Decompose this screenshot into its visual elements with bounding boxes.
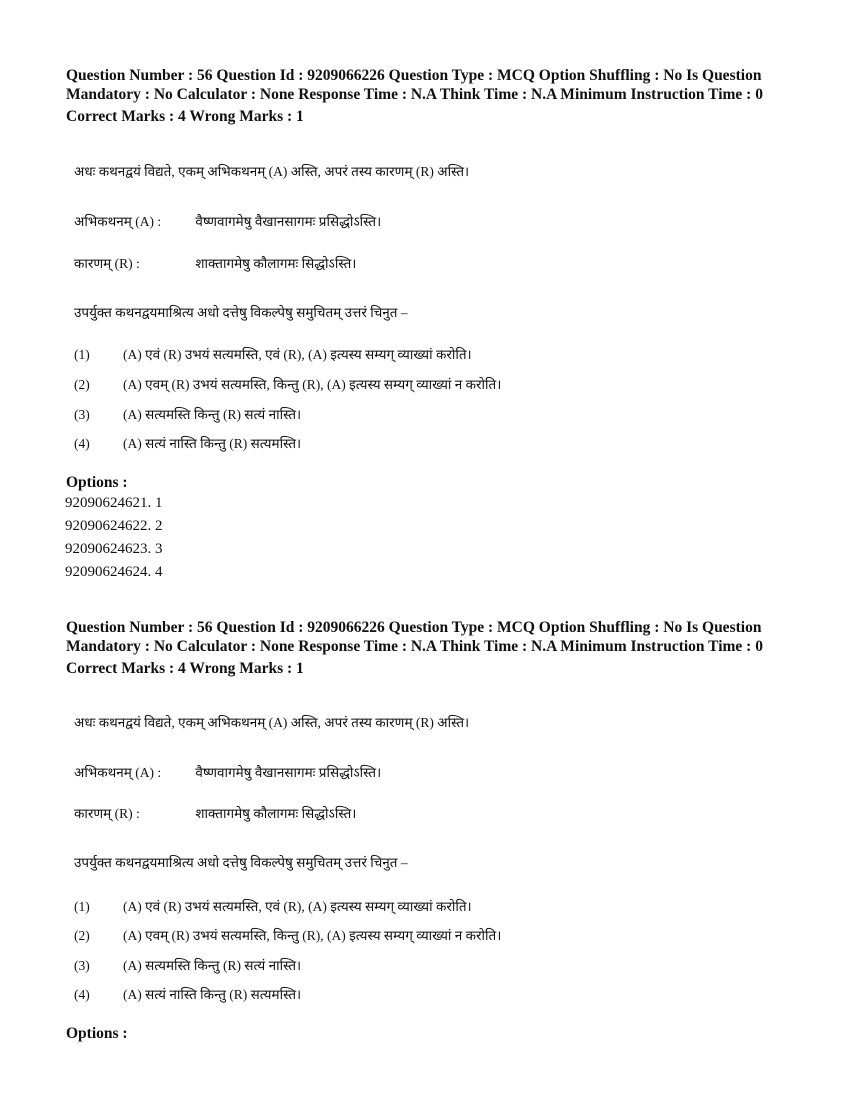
- assertion-text: वैष्णवागमेषु वैखानसागमः प्रसिद्धोऽस्ति।: [195, 214, 382, 229]
- choice-item: [74, 434, 301, 452]
- options-label: Options :: [66, 474, 128, 491]
- question-prompt: [66, 853, 766, 871]
- choice-list: [66, 897, 766, 1007]
- question-meta: Question Number : 56 Question Id : 9209066226 Question Type : MCQ Option Shuffling : No Is Question Mandatory : No Calculator : None Response Time : N.A Think Time : N.A Minimum Instruction Time : 0: [66, 619, 763, 655]
- choice-number: (1): [74, 899, 90, 914]
- question-intro: [66, 162, 766, 180]
- choice-text: (A) एवं (R) उभयं सत्यमस्ति, एवं (R), (A) इत्यस्य सम्यग् व्याख्यां करोति।: [123, 899, 472, 914]
- choice-number: (2): [74, 377, 90, 392]
- choice-number: (4): [74, 436, 90, 451]
- choice-item: [74, 985, 301, 1003]
- option-item: 92090624624. 4: [65, 564, 163, 580]
- choice-number: (4): [74, 987, 90, 1002]
- question-marks: Correct Marks : 4 Wrong Marks : 1: [66, 660, 304, 677]
- reason-label: कारणम् (R) :: [74, 256, 140, 271]
- reason-text: शाक्तागमेषु कौलागमः सिद्धोऽस्ति।: [195, 256, 357, 271]
- assertion-label: अभिकथनम् (A) :: [74, 214, 162, 229]
- choice-text: (A) सत्यमस्ति किन्तु (R) सत्यं नास्ति।: [123, 958, 302, 973]
- choice-item: [74, 926, 501, 944]
- choice-number: (2): [74, 928, 90, 943]
- reason-label: कारणम् (R) :: [74, 806, 140, 821]
- choice-item: [74, 345, 472, 363]
- question-meta: Question Number : 56 Question Id : 9209066226 Question Type : MCQ Option Shuffling : No Is Question Mandatory : No Calculator : None Response Time : N.A Think Time : N.A Minimum Instruction Time : 0: [66, 67, 763, 103]
- option-item: 92090624623. 3: [65, 541, 163, 557]
- question-prompt-text: उपर्युक्त कथनद्वयमाश्रित्य अधो दत्तेषु विकल्पेषु समुचितम् उत्तरं चिनुत –: [74, 305, 408, 320]
- choice-item: [74, 405, 301, 423]
- question-intro-text: अधः कथनद्वयं विद्यते, एकम् अभिकथनम् (A) अस्ति, अपरं तस्य कारणम् (R) अस्ति।: [74, 164, 470, 179]
- question-prompt: [66, 303, 766, 321]
- choice-text: (A) एवं (R) उभयं सत्यमस्ति, एवं (R), (A) इत्यस्य सम्यग् व्याख्यां करोति।: [123, 347, 472, 362]
- reason-text: शाक्तागमेषु कौलागमः सिद्धोऽस्ति।: [195, 806, 357, 821]
- choice-list: [66, 345, 766, 455]
- choice-text: (A) एवम् (R) उभयं सत्यमस्ति, किन्तु (R), (A) इत्यस्य सम्यग् व्याख्यां न करोति।: [123, 928, 502, 943]
- assertion-label: अभिकथनम् (A) :: [74, 765, 162, 780]
- option-item: 92090624621. 1: [65, 495, 163, 511]
- choice-number: (3): [74, 958, 90, 973]
- choice-item: [74, 956, 301, 974]
- choice-number: (3): [74, 407, 90, 422]
- option-item: 92090624622. 2: [65, 518, 163, 534]
- choice-text: (A) सत्यं नास्ति किन्तु (R) सत्यमस्ति।: [123, 987, 302, 1002]
- choice-text: (A) एवम् (R) उभयं सत्यमस्ति, किन्तु (R), (A) इत्यस्य सम्यग् व्याख्यां न करोति।: [123, 377, 502, 392]
- question-intro-text: अधः कथनद्वयं विद्यते, एकम् अभिकथनम् (A) अस्ति, अपरं तस्य कारणम् (R) अस्ति।: [74, 715, 470, 730]
- options-section: [66, 474, 766, 584]
- choice-text: (A) सत्यमस्ति किन्तु (R) सत्यं नास्ति।: [123, 407, 302, 422]
- choice-item: [74, 375, 501, 393]
- choice-item: [74, 897, 472, 915]
- choice-text: (A) सत्यं नास्ति किन्तु (R) सत्यमस्ति।: [123, 436, 302, 451]
- assertion-text: वैष्णवागमेषु वैखानसागमः प्रसिद्धोऽस्ति।: [195, 765, 382, 780]
- question-block-1: [66, 66, 766, 126]
- choice-number: (1): [74, 347, 90, 362]
- options-label: Options :: [66, 1025, 128, 1042]
- options-section: [66, 1025, 766, 1043]
- question-prompt-text: उपर्युक्त कथनद्वयमाश्रित्य अधो दत्तेषु विकल्पेषु समुचितम् उत्तरं चिनुत –: [74, 855, 408, 870]
- question-intro: [66, 713, 766, 731]
- question-block-2: [66, 618, 766, 678]
- question-marks: Correct Marks : 4 Wrong Marks : 1: [66, 108, 304, 125]
